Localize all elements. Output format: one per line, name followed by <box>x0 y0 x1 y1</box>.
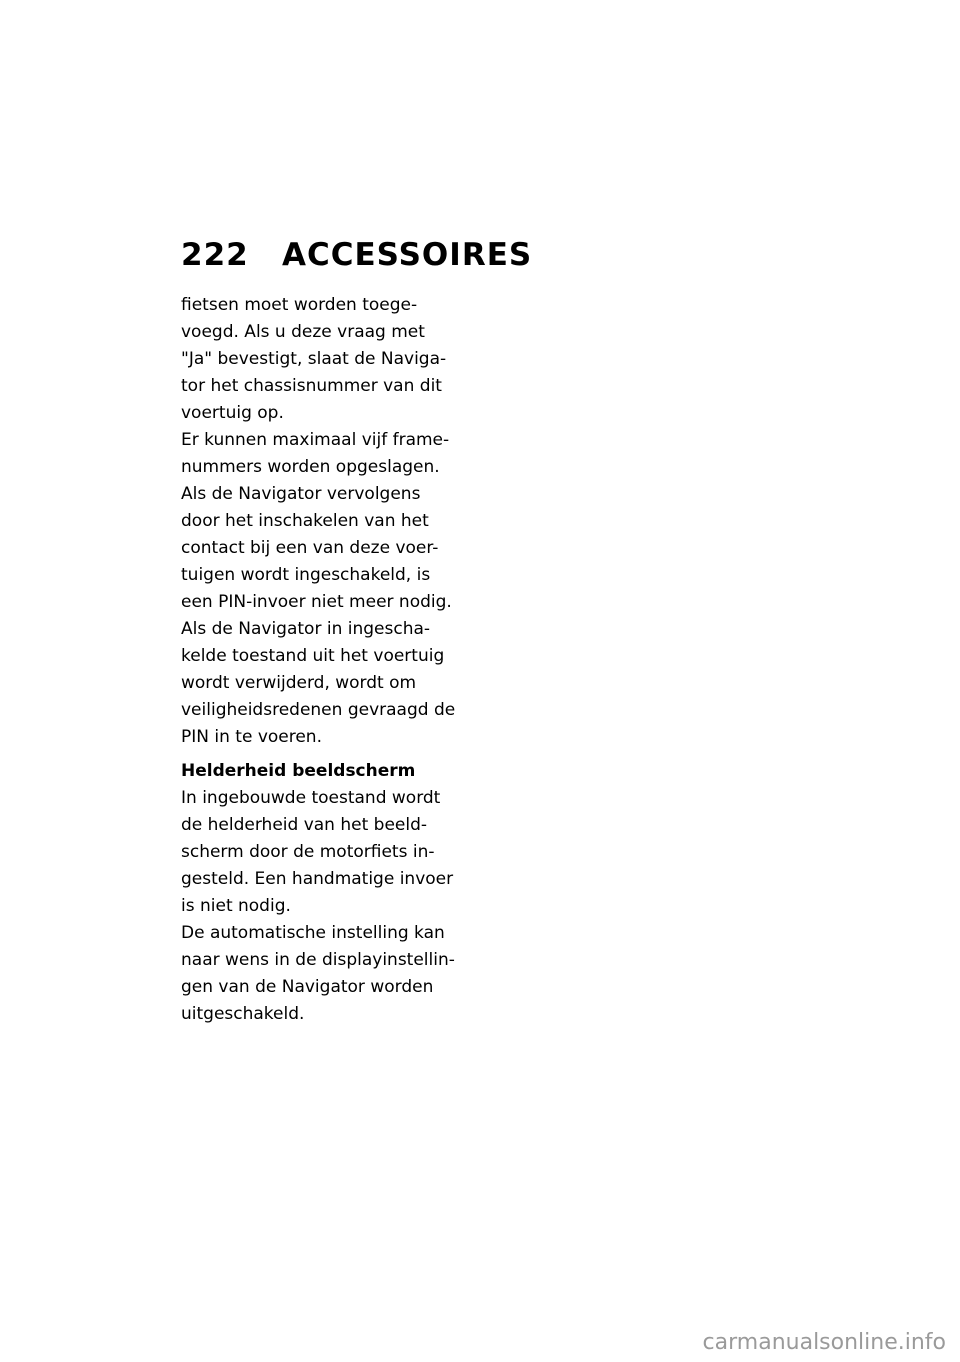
page-header <box>181 237 533 273</box>
paragraph-brightness-disable <box>181 920 481 1028</box>
text-line: PIN in te voeren. <box>181 727 322 747</box>
text-line: De automatische instelling kan <box>181 923 445 943</box>
text-line: In ingebouwde toestand wordt <box>181 788 441 808</box>
text-line: uitgeschakeld. <box>181 1004 305 1024</box>
paragraph-max-frame-numbers <box>181 427 481 481</box>
text-line: voegd. Als u deze vraag met <box>181 322 425 342</box>
text-line: een PIN-invoer niet meer nodig. <box>181 592 452 612</box>
text-line: gesteld. Een handmatige invoer <box>181 869 454 889</box>
text-line: tor het chassisnummer van dit <box>181 376 442 396</box>
text-line: "Ja" bevestigt, slaat de Naviga- <box>181 349 447 369</box>
text-line: door het inschakelen van het <box>181 511 429 531</box>
paragraph-pin-required <box>181 616 481 751</box>
text-line: nummers worden opgeslagen. <box>181 457 440 477</box>
text-line: is niet nodig. <box>181 896 291 916</box>
text-line: scherm door de motorfiets in- <box>181 842 435 862</box>
text-line: kelde toestand uit het voertuig <box>181 646 445 666</box>
paragraph-brightness-auto <box>181 785 481 920</box>
chapter-title: ACCESSOIRES <box>282 237 533 273</box>
watermark: carmanualsonline.info <box>702 1330 946 1355</box>
text-line: Als de Navigator vervolgens <box>181 484 421 504</box>
page-number: 222 <box>181 237 249 273</box>
text-line: contact bij een van deze voer- <box>181 538 439 558</box>
text-line: gen van de Navigator worden <box>181 977 434 997</box>
text-line: fietsen moet worden toege- <box>181 295 418 315</box>
text-line: wordt verwijderd, wordt om <box>181 673 417 693</box>
paragraph-pin-not-needed <box>181 481 481 616</box>
paragraph-frame-numbers-intro <box>181 292 481 427</box>
text-line: tuigen wordt ingeschakeld, is <box>181 565 431 585</box>
section-heading-brightness: Helderheid beeldscherm <box>181 761 416 781</box>
text-line: de helderheid van het beeld- <box>181 815 428 835</box>
text-line: Er kunnen maximaal vijf frame- <box>181 430 450 450</box>
text-line: voertuig op. <box>181 403 284 423</box>
text-line: naar wens in de displayinstellin- <box>181 950 455 970</box>
text-line: Als de Navigator in ingescha- <box>181 619 431 639</box>
manual-text-column <box>181 292 481 1028</box>
text-line: veiligheidsredenen gevraagd de <box>181 700 456 720</box>
